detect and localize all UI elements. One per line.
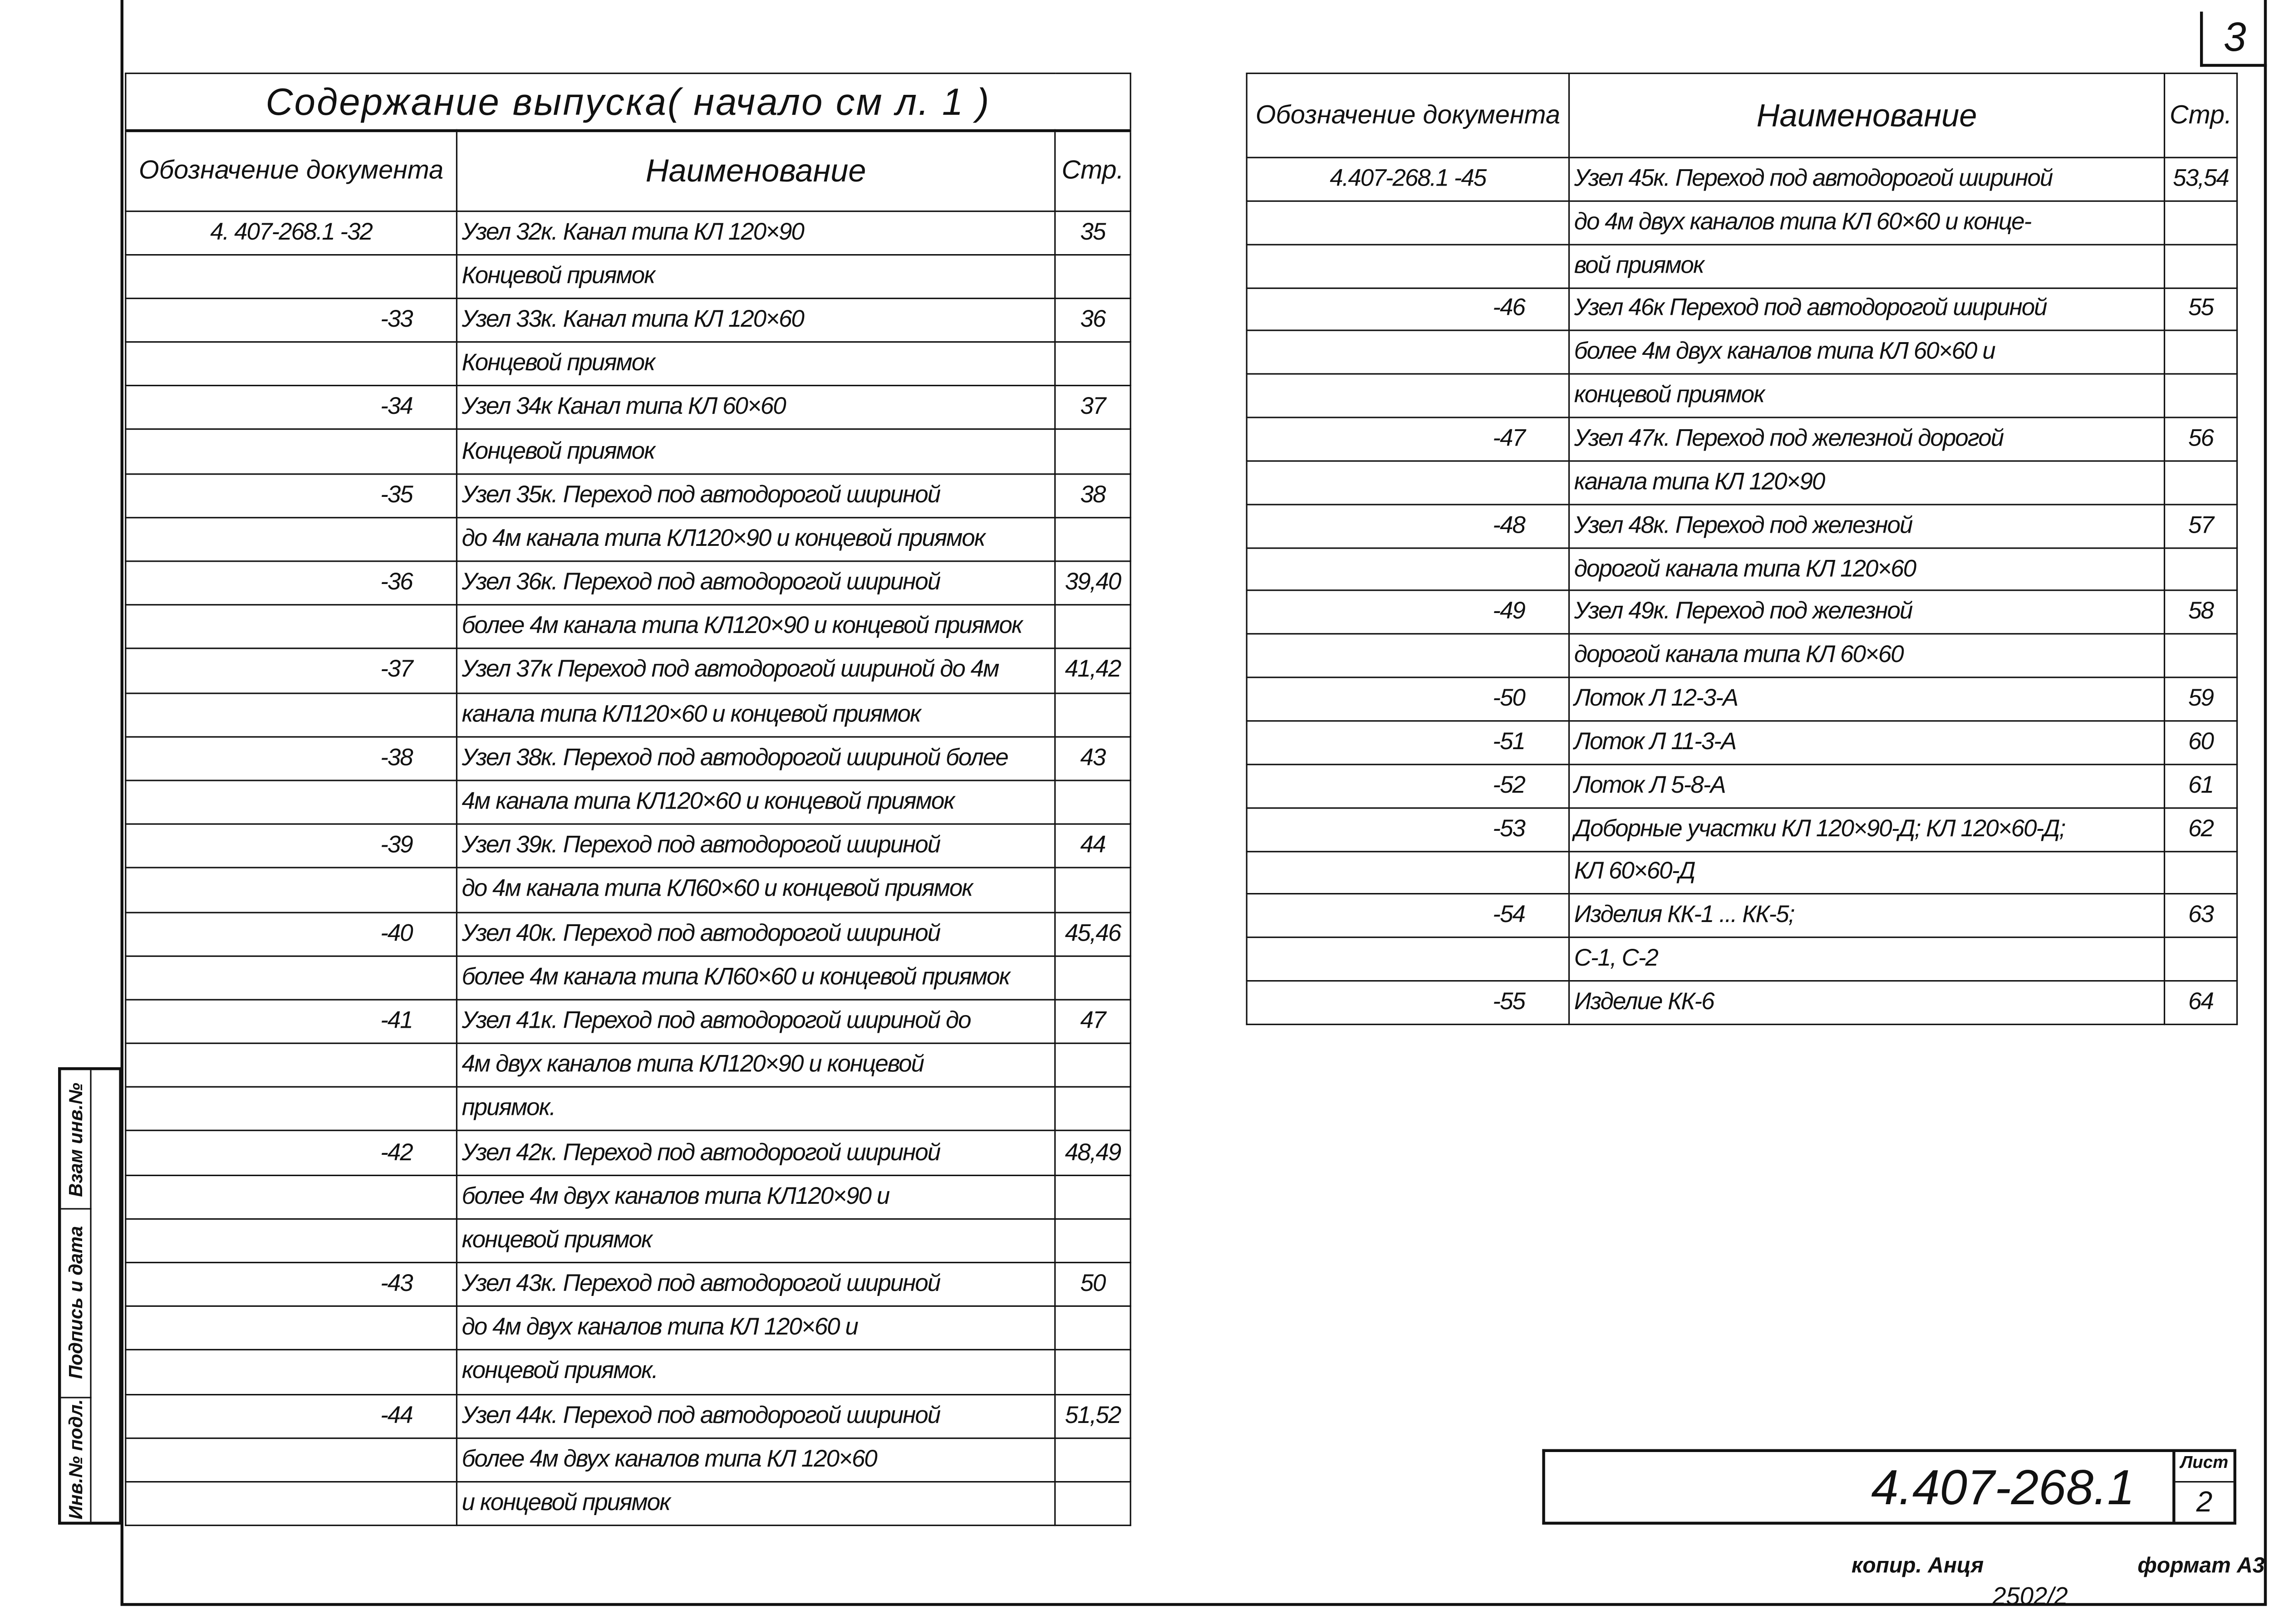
name-cell: Узел 33к. Канал типа КЛ 120×60 [457,298,1055,342]
stamp-inv-original: Инв.№ подл. [64,1399,87,1520]
table-row [1247,201,2237,245]
name-cell: Лоток Л 5-8-А [1569,764,2165,808]
page-cell [1055,956,1130,1000]
name-cell: Лоток Л 12-3-А [1569,677,2165,721]
name-cell: Узел 36к. Переход под автодорогой шириной [457,561,1055,605]
page-cell: 48,49 [1055,1131,1130,1175]
table-row [1247,981,2237,1025]
name-cell: Узел 39к. Переход под автодорогой шириной [457,824,1055,868]
page-cell [1055,693,1130,737]
table-row [126,1043,1130,1087]
name-cell: Узел 32к. Канал типа КЛ 120×90 [457,211,1055,255]
name-cell: Узел 46к Переход под автодорогой шириной [1569,288,2165,331]
sheet-number-corner: 3 [2200,12,2267,67]
page-cell [1055,1219,1130,1263]
table-row [126,1350,1130,1394]
page-cell [2165,851,2237,894]
sheet-cell [2172,1452,2236,1522]
page-cell [1055,255,1130,299]
table-row [1247,851,2237,894]
stamp-signature-date: Подпись и дата [64,1226,87,1379]
name-cell: до 4м канала типа КЛ120×90 и концевой приямок [457,517,1055,561]
table-row [1247,591,2237,634]
header-name: Наименование [1569,74,2165,158]
name-cell: Узел 41к. Переход под автодорогой шириной до [457,1000,1055,1044]
table-row [126,605,1130,649]
doc-cell [126,342,457,386]
page-cell [1055,780,1130,824]
name-cell: более 4м канала типа КЛ120×90 и концевой приямок [457,605,1055,649]
doc-cell [126,1350,457,1394]
table-row [126,1087,1130,1131]
page-cell: 47 [1055,1000,1130,1044]
page-cell: 39,40 [1055,561,1130,605]
table-row [126,649,1130,693]
name-cell: и концевой приямок [457,1482,1055,1526]
doc-cell [126,1043,457,1087]
table-row [126,1438,1130,1482]
page-cell: 41,42 [1055,649,1130,693]
name-cell: КЛ 60×60-Д [1569,851,2165,894]
doc-cell: -41 [126,1000,457,1044]
page-cell: 56 [2165,417,2237,461]
header-name: Наименование [457,131,1055,211]
page-cell: 50 [1055,1262,1130,1306]
table-row [126,386,1130,430]
page-cell [2165,937,2237,981]
table-row [126,1175,1130,1219]
table-row [126,1394,1130,1438]
doc-cell [126,1482,457,1526]
page-cell: 53,54 [2165,157,2237,201]
page-cell: 63 [2165,894,2237,937]
table-row [1247,808,2237,851]
doc-cell [1247,201,1569,245]
table-row [126,956,1130,1000]
page-cell [2165,244,2237,288]
name-cell: концевой приямок [1569,374,2165,418]
page-cell: 57 [2165,504,2237,548]
page-cell: 59 [2165,677,2237,721]
doc-cell: -49 [1247,591,1569,634]
name-cell: Концевой приямок [457,430,1055,474]
page-cell [1055,1175,1130,1219]
doc-cell: -35 [126,474,457,518]
name-cell: вой приямок [1569,244,2165,288]
page-cell [1055,1087,1130,1131]
doc-cell [1247,244,1569,288]
table-row [126,430,1130,474]
page-cell [1055,868,1130,912]
footer-copied: копир. Анця [1852,1554,1984,1579]
name-cell: Узел 38к. Переход под автодорогой шириной более [457,736,1055,780]
page-cell: 60 [2165,721,2237,765]
table-row [126,1262,1130,1306]
name-cell: дорогой канала типа КЛ 120×60 [1569,548,2165,591]
page-cell: 62 [2165,808,2237,851]
page-cell: 55 [2165,288,2237,331]
frame-bottom-border [121,1603,2267,1606]
header-doc: Обозначение документа [1247,74,1569,158]
stamp-inv-cell [61,1397,91,1521]
name-cell: до 4м двух каналов типа КЛ 120×60 и [457,1306,1055,1350]
name-cell: Концевой приямок [457,342,1055,386]
side-stamp [58,1067,122,1525]
name-cell: Узел 49к. Переход под железной [1569,591,2165,634]
doc-cell [1247,461,1569,505]
doc-cell [126,1306,457,1350]
name-cell: более 4м двух каналов типа КЛ 120×60 [457,1438,1055,1482]
table-row [126,1131,1130,1175]
table-row [126,561,1130,605]
doc-cell [126,1438,457,1482]
doc-cell: 4. 407-268.1 -32 [126,211,457,255]
sheet-label: Лист [2176,1452,2234,1482]
doc-cell: -38 [126,736,457,780]
table-row [126,780,1130,824]
page-cell [1055,342,1130,386]
page-cell: 44 [1055,824,1130,868]
doc-cell [126,605,457,649]
name-cell: Узел 35к. Переход под автодорогой шириной [457,474,1055,518]
doc-cell: -55 [1247,981,1569,1025]
doc-cell: -37 [126,649,457,693]
table-row [1247,417,2237,461]
page-cell [1055,517,1130,561]
page-cell [2165,461,2237,505]
title-block [1542,1449,2236,1525]
table-row [1247,331,2237,374]
doc-cell: -48 [1247,504,1569,548]
doc-cell: -34 [126,386,457,430]
name-cell: Узел 42к. Переход под автодорогой шириной [457,1131,1055,1175]
doc-cell [126,255,457,299]
table-row [1247,157,2237,201]
table-row [1247,504,2237,548]
name-cell: более 4м канала типа КЛ60×60 и концевой приямок [457,956,1055,1000]
footer-order: 2502/2 [1992,1583,2068,1610]
page-cell [1055,605,1130,649]
name-cell: Узел 37к Переход под автодорогой шириной до 4м [457,649,1055,693]
table-row [126,1219,1130,1263]
doc-cell [126,693,457,737]
table-row [126,474,1130,518]
header-page: Стр. [1055,131,1130,211]
table-row [126,211,1130,255]
name-cell: Изделие КК-6 [1569,981,2165,1025]
doc-cell [126,430,457,474]
table-row [126,1482,1130,1526]
doc-cell: -42 [126,1131,457,1175]
doc-cell: -53 [1247,808,1569,851]
name-cell: Узел 45к. Переход под автодорогой шириной [1569,157,2165,201]
doc-cell: -40 [126,912,457,956]
doc-cell [126,1087,457,1131]
name-cell: Узел 40к. Переход под автодорогой шириной [457,912,1055,956]
name-cell: Доборные участки КЛ 120×90-Д; КЛ 120×60-Д; [1569,808,2165,851]
name-cell: Изделия КК-1 ... КК-5; [1569,894,2165,937]
stamp-replaced-inv: Взам инв.№ [64,1082,87,1197]
name-cell: Узел 43к. Переход под автодорогой шириной [457,1262,1055,1306]
doc-cell [126,780,457,824]
name-cell: более 4м двух каналов типа КЛ 60×60 и [1569,331,2165,374]
doc-cell: -43 [126,1262,457,1306]
name-cell: С-1, С-2 [1569,937,2165,981]
page-cell: 45,46 [1055,912,1130,956]
page-cell [1055,1350,1130,1394]
table-row [1247,288,2237,331]
table-row [126,868,1130,912]
sheet-value: 2 [2196,1487,2213,1519]
header-doc: Обозначение документа [126,131,457,211]
table-row [126,298,1130,342]
table-row [1247,461,2237,505]
page-cell [1055,1438,1130,1482]
doc-cell [1247,937,1569,981]
doc-cell [126,868,457,912]
page-cell [2165,548,2237,591]
doc-cell: -33 [126,298,457,342]
name-cell: Лоток Л 11-3-А [1569,721,2165,765]
table-row [1247,634,2237,678]
doc-cell: -39 [126,824,457,868]
doc-cell: -36 [126,561,457,605]
doc-cell [1247,634,1569,678]
doc-cell: -46 [1247,288,1569,331]
page-cell [2165,634,2237,678]
page-cell [1055,430,1130,474]
header-page: Стр. [2165,74,2237,158]
contents-title: Содержание выпуска( начало см л. 1 ) [126,74,1130,131]
table-row [126,824,1130,868]
doc-cell: -52 [1247,764,1569,808]
doc-cell [126,956,457,1000]
doc-cell [1247,548,1569,591]
name-cell: до 4м двух каналов типа КЛ 60×60 и конце- [1569,201,2165,245]
table-row [126,255,1130,299]
name-cell: дорогой канала типа КЛ 60×60 [1569,634,2165,678]
doc-cell: -50 [1247,677,1569,721]
doc-cell [1247,331,1569,374]
doc-cell [126,1219,457,1263]
name-cell: 4м канала типа КЛ120×60 и концевой приямок [457,780,1055,824]
footer-format: формат А3 [2137,1554,2265,1579]
page-cell [1055,1482,1130,1526]
name-cell: канала типа КЛ120×60 и концевой приямок [457,693,1055,737]
page-cell [1055,1306,1130,1350]
table-row [1247,764,2237,808]
page-cell: 51,52 [1055,1394,1130,1438]
name-cell: Узел 48к. Переход под железной [1569,504,2165,548]
table-row [126,736,1130,780]
frame-right-border [2264,0,2267,1604]
table-row [1247,374,2237,418]
page-cell: 38 [1055,474,1130,518]
name-cell: 4м двух каналов типа КЛ120×90 и концевой [457,1043,1055,1087]
name-cell: более 4м двух каналов типа КЛ120×90 и [457,1175,1055,1219]
page-cell: 37 [1055,386,1130,430]
name-cell: Концевой приямок [457,255,1055,299]
stamp-replaced-inv-cell [61,1070,91,1209]
name-cell: Узел 34к Канал типа КЛ 60×60 [457,386,1055,430]
doc-cell [126,517,457,561]
doc-cell: -44 [126,1394,457,1438]
page-cell: 61 [2165,764,2237,808]
table-row [126,693,1130,737]
stamp-signature-cell [61,1208,91,1398]
page-cell [1055,1043,1130,1087]
table-row [1247,244,2237,288]
table-row [126,912,1130,956]
page-cell: 35 [1055,211,1130,255]
table-row [1247,937,2237,981]
contents-table-right [1246,73,2238,1025]
doc-cell [126,1175,457,1219]
page-cell [2165,374,2237,418]
table-row [1247,548,2237,591]
contents-table-left [125,73,1131,1526]
table-row [126,1306,1130,1350]
name-cell: до 4м канала типа КЛ60×60 и концевой приямок [457,868,1055,912]
table-row [126,1000,1130,1044]
name-cell: Узел 44к. Переход под автодорогой шириной [457,1394,1055,1438]
name-cell: концевой приямок. [457,1350,1055,1394]
doc-cell [1247,851,1569,894]
doc-cell: -51 [1247,721,1569,765]
name-cell: приямок. [457,1087,1055,1131]
table-row [1247,721,2237,765]
name-cell: канала типа КЛ 120×90 [1569,461,2165,505]
table-row [126,342,1130,386]
name-cell: концевой приямок [457,1219,1055,1263]
table-row [126,517,1130,561]
page-cell: 43 [1055,736,1130,780]
doc-cell [1247,374,1569,418]
page-cell [2165,201,2237,245]
doc-cell: -54 [1247,894,1569,937]
page-cell: 36 [1055,298,1130,342]
document-code: 4.407-268.1 [1871,1461,2135,1516]
table-row [1247,677,2237,721]
page-cell: 64 [2165,981,2237,1025]
table-row [1247,894,2237,937]
page-cell [2165,331,2237,374]
doc-cell: 4.407-268.1 -45 [1247,157,1569,201]
doc-cell: -47 [1247,417,1569,461]
name-cell: Узел 47к. Переход под железной дорогой [1569,417,2165,461]
page-cell: 58 [2165,591,2237,634]
